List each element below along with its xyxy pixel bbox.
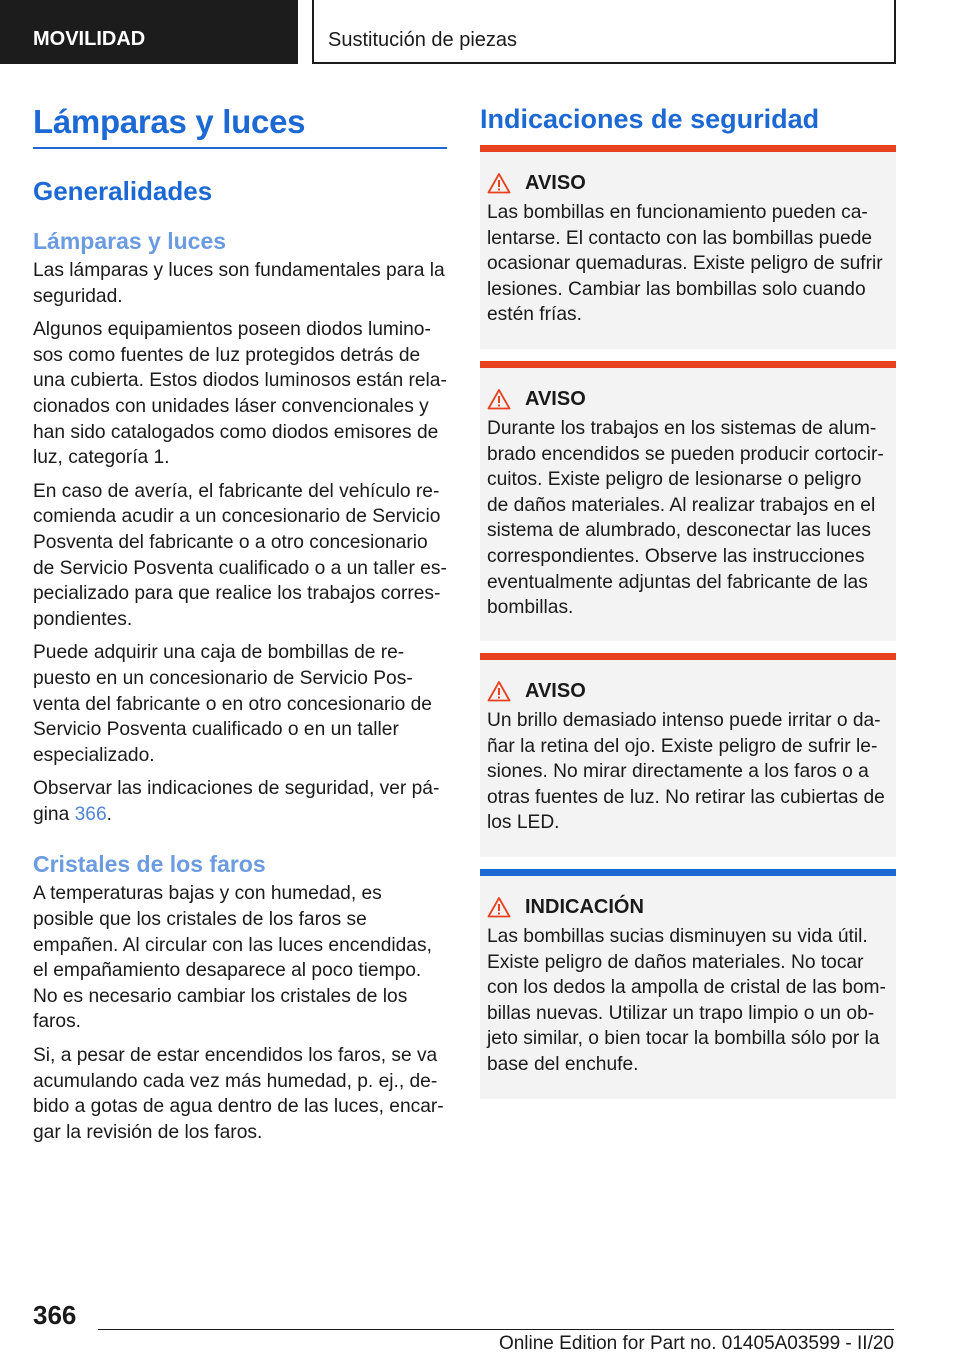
notice-box	[480, 869, 896, 1099]
header-chapter-tab	[312, 0, 896, 64]
notice-label: INDICACIÓN	[525, 896, 644, 918]
paragraph: Puede adquirir una caja de bombillas de repuesto en un concesionario de Servicio Posventa del fabricante o en otro concesionario de Servicio Posventa cualificado o en un taller especializado.	[33, 642, 432, 766]
right-column	[480, 100, 896, 138]
warning-box	[480, 653, 896, 857]
warning-label: AVISO	[525, 172, 586, 194]
left-column	[33, 100, 447, 1153]
warning-bar	[480, 145, 896, 152]
notice-text: Las bombillas sucias disminuyen su vida útil. Existe peligro de daños materiales. No tocar con los dedos la ampolla de cristal de las bombillas nuevas. Utilizar un trapo limpio o un objeto similar, o bien tocar la bombilla sólo por la base del enchufe.	[487, 926, 886, 1075]
warning-box	[480, 361, 896, 641]
footer-rule	[98, 1329, 894, 1330]
warning-text: Durante los trabajos en los sistemas de alumbrado encendidos se pueden producir cortocircuitos. Existe peligro de lesionarse o peligro de daños materiales. Al realizar trabajos en el sistema de alumbrado, desconectar las luces correspondientes. Observe las instrucciones eventualmente adjuntas del fabricante de las bombillas.	[487, 418, 884, 619]
header-section-label: MOVILIDAD	[33, 28, 146, 50]
paragraph: En caso de avería, el fabricante del vehículo recomienda acudir a un concesionario de Servicio Posventa del fabricante o a otro concesionario de Servicio Posventa cualificado o a un taller especializado para que realice los trabajos correspondientes.	[33, 480, 447, 630]
warning-triangle-icon	[487, 388, 511, 410]
page-title: Lámparas y luces	[33, 103, 306, 140]
warning-title	[487, 386, 888, 412]
safety-title: Indicaciones de seguridad	[480, 104, 820, 134]
notice-bar	[480, 869, 896, 876]
reference-end: .	[106, 803, 112, 825]
header-section-tab	[0, 0, 298, 64]
warning-title	[487, 678, 888, 704]
footer-edition: Online Edition for Part no. 01405A03599 - II/20	[498, 1333, 894, 1354]
reference-text: Observar las indicaciones de seguridad, ver página	[33, 778, 440, 825]
paragraph: Si, a pesar de estar encendidos los faros, se va acumulando cada vez más humedad, p. ej., debido a gotas de agua dentro de las luces, encargar la revisión de los faros.	[33, 1045, 444, 1143]
warning-triangle-icon	[487, 680, 511, 702]
warning-text: Las bombillas en funcionamiento pueden calentarse. El contacto con las bombillas puede ocasionar quemaduras. Existe peligro de sufrir lesiones. Cambiar las bombillas solo cuando estén frías.	[487, 202, 883, 326]
subsection-heading-cristales: Cristales de los faros	[33, 851, 266, 878]
page-link-366[interactable]: 366	[74, 803, 107, 825]
notice-title	[487, 894, 888, 920]
paragraph: A temperaturas bajas y con humedad, es posible que los cristales de los faros se empañen. Al circular con las luces encendidas, el empañamiento desaparece al poco tiempo. No es necesario cambiar los cristales de los faros.	[33, 883, 432, 1033]
warning-label: AVISO	[525, 388, 586, 410]
warning-title	[487, 170, 888, 196]
paragraph: Las lámparas y luces son fundamentales para la seguridad.	[33, 260, 445, 307]
section-title: Generalidades	[33, 176, 213, 206]
subsection-heading-lamparas: Lámparas y luces	[33, 228, 227, 254]
warning-bar	[480, 653, 896, 660]
warning-text: Un brillo demasiado intenso puede irritar o dañar la retina del ojo. Existe peligro de sufrir lesiones. No mirar directamente a los faros o a otras fuentes de luz. No retirar las cubiertas de los LED.	[487, 710, 885, 834]
warning-box	[480, 145, 896, 349]
paragraph-safety-reference	[33, 776, 447, 827]
title-rule	[33, 147, 447, 149]
paragraph: Algunos equipamientos poseen diodos luminosos como fuentes de luz protegidos detrás de una cubierta. Estos diodos luminosos están relacionados con unidades láser convencionales y han sido catalogados como diodos emisores de luz, categoría 1.	[33, 319, 447, 469]
warning-bar	[480, 361, 896, 368]
page-number: 366	[33, 1300, 77, 1330]
warning-label: AVISO	[525, 680, 586, 702]
header-chapter-label: Sustitución de piezas	[328, 29, 518, 51]
warning-triangle-icon	[487, 896, 511, 918]
warning-triangle-icon	[487, 172, 511, 194]
